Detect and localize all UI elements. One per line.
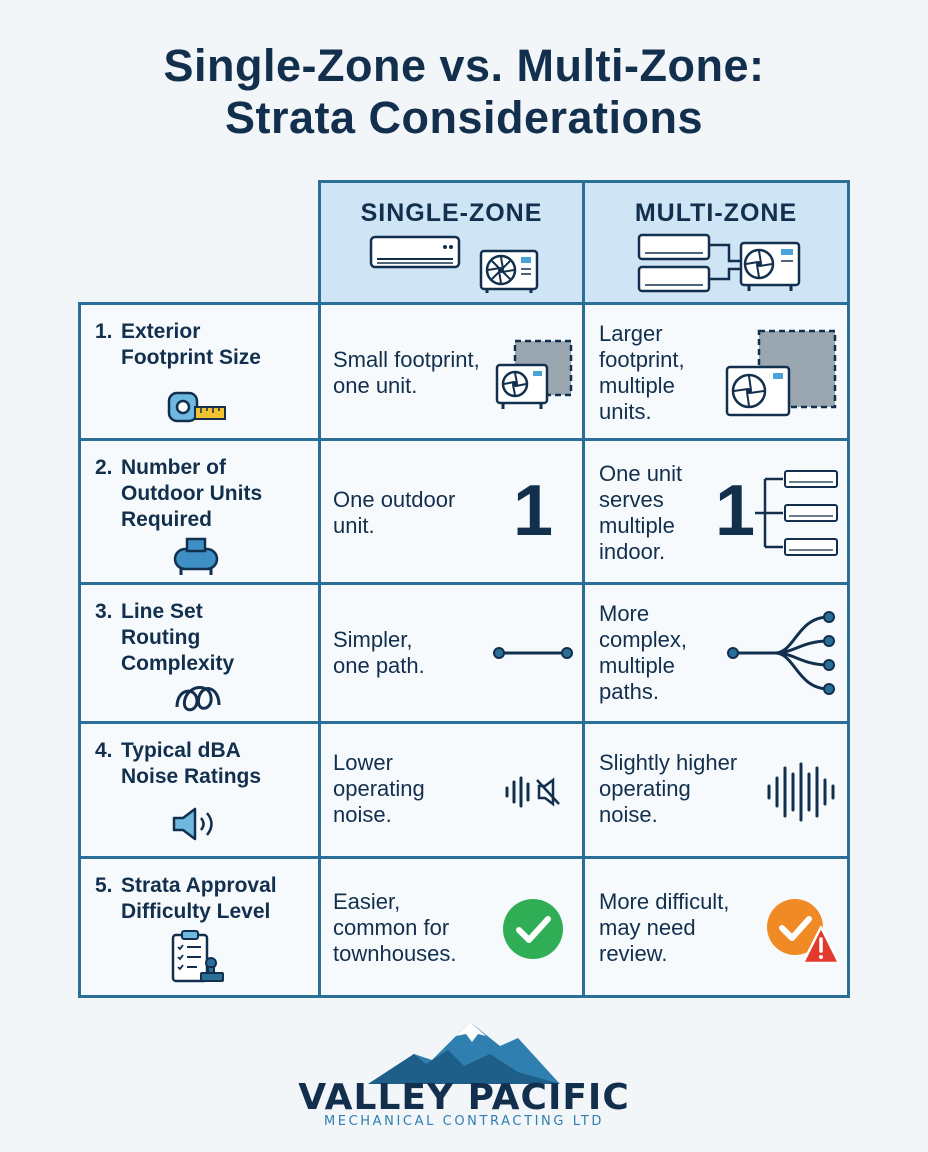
large-footprint-icon <box>725 329 839 421</box>
logo-subtitle: MECHANICAL CONTRACTING LTD <box>323 1114 604 1129</box>
row-5-single-cell <box>318 856 585 998</box>
row-2-single-cell <box>318 438 585 585</box>
description-line: paths. <box>599 679 659 704</box>
title-line-2: Strata Considerations <box>224 92 704 143</box>
row-label-line: Footprint Size <box>121 346 261 369</box>
description-line: footprint, <box>599 347 685 372</box>
green-check-icon <box>501 897 565 961</box>
mountain-logo-icon <box>368 1020 560 1084</box>
description-line: Lower <box>333 750 393 775</box>
row-label-line: Noise Ratings <box>121 765 262 788</box>
description-line: One outdoor <box>333 487 456 512</box>
row-number: 2. <box>95 456 113 479</box>
description-line: More difficult, <box>599 889 730 914</box>
compressor-icon <box>173 535 219 577</box>
row-2-multi-cell <box>582 438 850 585</box>
description-line: indoor. <box>599 539 666 564</box>
clipboard-stamp-icon <box>169 929 225 985</box>
description-line: More <box>599 601 650 626</box>
description-line: review. <box>599 941 668 966</box>
row-label-line: Strata Approval <box>121 874 277 897</box>
row-label-line: Complexity <box>121 652 235 675</box>
tape-measure-icon <box>167 391 227 423</box>
row-3-label-cell <box>78 582 321 724</box>
single-path-icon <box>491 645 575 661</box>
row-label-line: Routing <box>121 626 201 649</box>
tangled-line-icon <box>173 677 223 717</box>
multi-zone-units-icon <box>637 233 807 299</box>
description-line: operating <box>333 776 425 801</box>
description-line: unit. <box>333 513 375 538</box>
header-multi-zone-label: MULTI-ZONE <box>634 199 798 227</box>
header-multi-zone <box>582 180 850 305</box>
unit-count-single: 1 <box>513 471 554 551</box>
description-line: units. <box>599 399 652 424</box>
description-line: Slightly higher <box>599 750 738 775</box>
row-1-label-cell <box>78 302 321 441</box>
description-line: operating <box>599 776 691 801</box>
title-line-1: Single-Zone vs. Multi-Zone: <box>163 40 765 91</box>
description-line: one path. <box>333 653 425 678</box>
description-line: multiple <box>599 653 675 678</box>
description-line: noise. <box>599 802 658 827</box>
description-line: one unit. <box>333 373 418 398</box>
description-line: serves <box>599 487 664 512</box>
row-label-line: Line Set <box>121 600 203 623</box>
unit-count-multi: 1 <box>715 471 756 551</box>
branching-indoor-units-icon <box>753 467 841 559</box>
row-label-line: Required <box>121 508 213 531</box>
description-line: Simpler, <box>333 627 413 652</box>
description-line: multiple <box>599 513 675 538</box>
description-line: common for <box>333 915 450 940</box>
row-1-single-cell <box>318 302 585 441</box>
header-single-zone <box>318 180 585 305</box>
description-line: Small footprint, <box>333 347 480 372</box>
multiple-paths-icon <box>725 607 837 699</box>
indoor-unit-icon <box>369 235 461 271</box>
outdoor-unit-icon <box>479 249 539 295</box>
row-5-multi-cell <box>582 856 850 998</box>
description-line: noise. <box>333 802 392 827</box>
description-line: Larger <box>599 321 663 346</box>
row-5-label-cell <box>78 856 321 998</box>
row-label-line: Difficulty Level <box>121 900 271 923</box>
row-number: 1. <box>95 320 113 343</box>
row-3-multi-cell <box>582 582 850 724</box>
row-label-line: Number of <box>121 456 226 479</box>
low-sound-wave-icon <box>503 772 563 812</box>
speaker-icon <box>171 806 221 842</box>
description-line: One unit <box>599 461 683 486</box>
logo-name: VALLEY PACIFIC <box>298 1077 630 1118</box>
page-title <box>0 40 928 144</box>
row-number: 5. <box>95 874 113 897</box>
row-label-line: Outdoor Units <box>121 482 263 505</box>
description-line: townhouses. <box>333 941 457 966</box>
description-line: may need <box>599 915 696 940</box>
orange-check-warning-icon <box>765 897 841 967</box>
row-1-multi-cell <box>582 302 850 441</box>
description-line: multiple <box>599 373 675 398</box>
description-line: Easier, <box>333 889 401 914</box>
row-2-label-cell <box>78 438 321 585</box>
row-label-line: Exterior <box>121 320 201 343</box>
row-3-single-cell <box>318 582 585 724</box>
row-4-single-cell <box>318 721 585 859</box>
row-4-multi-cell <box>582 721 850 859</box>
row-4-label-cell <box>78 721 321 859</box>
row-label-line: Typical dBA <box>121 739 241 762</box>
header-single-zone-label: SINGLE-ZONE <box>360 199 543 227</box>
description-line: complex, <box>599 627 688 652</box>
small-footprint-icon <box>495 339 575 411</box>
high-sound-wave-icon <box>765 760 841 824</box>
row-number: 4. <box>95 739 113 762</box>
row-number: 3. <box>95 600 113 623</box>
